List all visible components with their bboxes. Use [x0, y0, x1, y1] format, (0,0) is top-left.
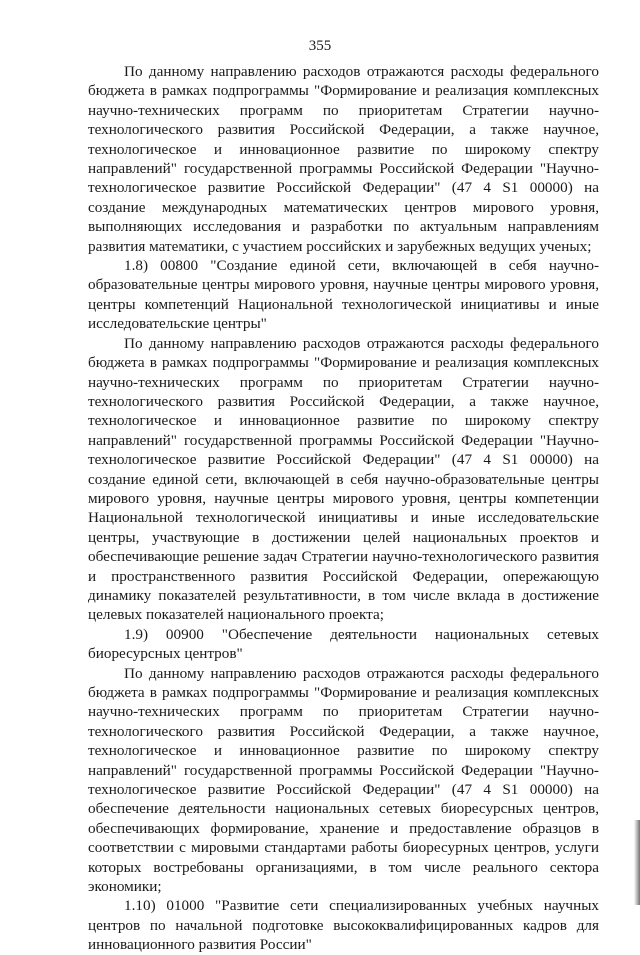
section-heading-1-8: 1.8) 00800 "Создание единой сети, включающей в себя научно-образовательные центры мирового уровня, научные центры мирового уровня, центры компетенций Национальной технологической инициативы и иные исследовательские центры" [88, 257, 599, 333]
paragraph-expense-description-3: По данному направлению расходов отражаются расходы федерального бюджета в рамках подпрограммы "Формирование и реализация комплексных научно-технических программ по приоритетам Стратегии научно-технологического развития Российской Федерации, а также научное, технологическое и инновационное развитие по широкому спектру направлений" государственной программы Российской Федерации "Научно-технологическое развитие Российской Федерации" (47 4 S1 00000) на обеспечение деятельности национальных сетевых биоресурсных центров, обеспечивающих формирование, хранение и предоставление образцов в соответствии с мировыми стандартами работы биоресурных центров, услуги которых востребованы организациями, в том числе реального сектора экономики; [88, 664, 599, 896]
scan-shadow-edge [634, 820, 640, 905]
paragraph-expense-description-1: По данному направлению расходов отражаются расходы федерального бюджета в рамках подпрограммы "Формирование и реализация комплексных научно-технических программ по приоритетам Стратегии научно-технологического развития Российской Федерации, а также научное, технологическое и инновационное развитие по широкому спектру направлений" государственной программы Российской Федерации "Научно-технологическое развитие Российской Федерации" (47 4 S1 00000) на создание международных математических центров мирового уровня, выполняющих исследования и разработки по актуальным направлениям развития математики, с участием российских и зарубежных ведущих ученых; [88, 63, 599, 255]
paragraph-expense-description-2: По данному направлению расходов отражаются расходы федерального бюджета в рамках подпрограммы "Формирование и реализация комплексных научно-технических программ по приоритетам Стратегии научно-технологического развития Российской Федерации, а также научное, технологическое и инновационное развитие по широкому спектру направлений" государственной программы Российской Федерации "Научно-технологическое развитие Российской Федерации" (47 4 S1 00000) на создание единой сети, включающей в себя научно-образовательные центры мирового уровня, научные центры мирового уровня, центры компетенции Национальной технологической инициативы и иные исследовательские центры, участвующие в достижении целей национальных проектов и обеспечивающие решение задач Стратегии научно-технологического развития и пространственного развития Российской Федерации, опережающую динамику показателей результативности, в том числе вклада в достижение целевых показателей национального проекта; [88, 334, 599, 624]
document-body [88, 62, 599, 955]
section-heading-1-10: 1.10) 01000 "Развитие сети специализированных учебных научных центров по начальной подготовке высококвалифицированных кадров для инновационного развития России" [88, 897, 599, 954]
page-number: 355 [308, 38, 332, 54]
section-heading-1-9: 1.9) 00900 "Обеспечение деятельности национальных сетевых биоресурсных центров" [88, 625, 599, 663]
